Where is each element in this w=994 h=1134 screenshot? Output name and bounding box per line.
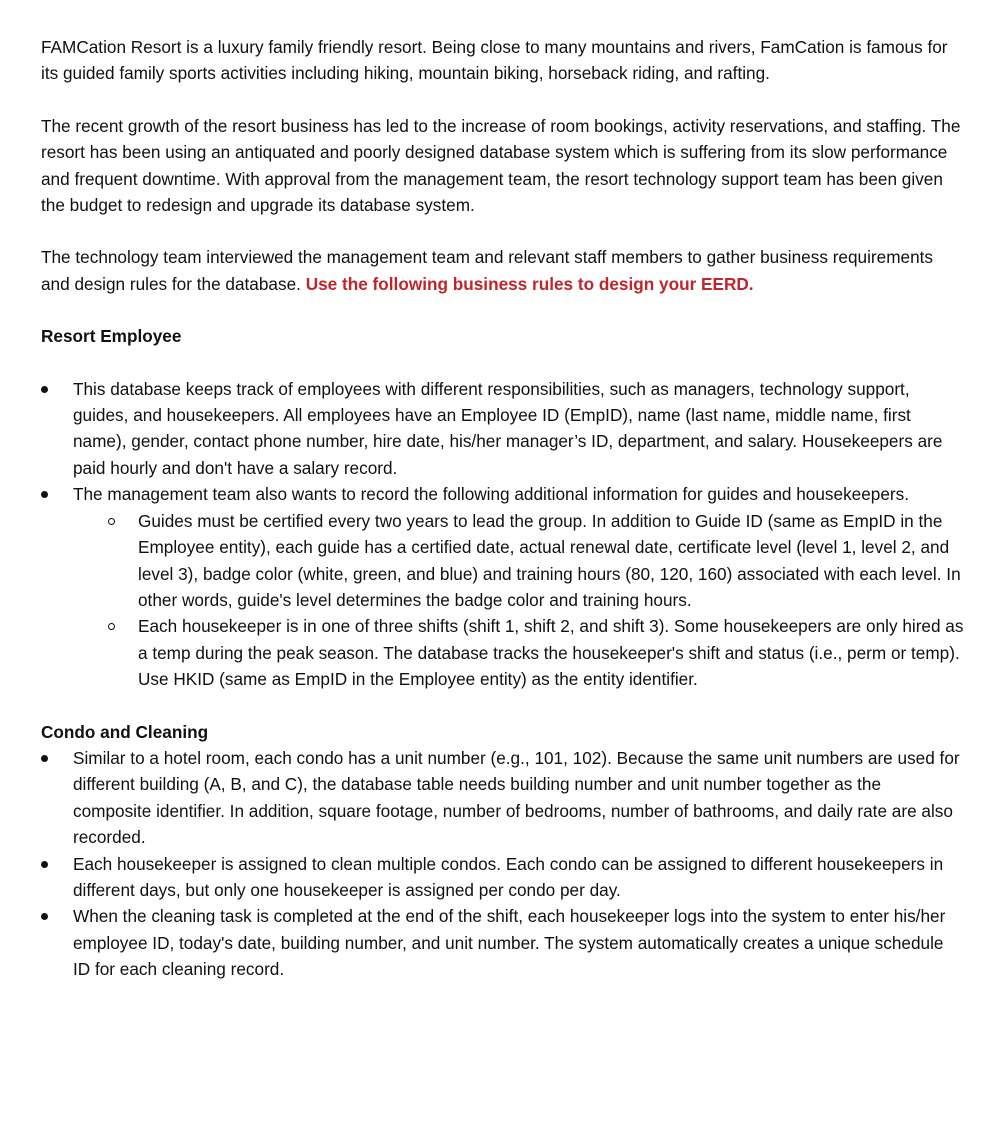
- list-item-text: The management team also wants to record the following additional information for guides and housekeepers.: [73, 484, 909, 505]
- business-rules-instruction: Use the following business rules to design your EERD.: [305, 273, 754, 294]
- intro-paragraph-3: [41, 244, 964, 297]
- intro-lead-sentence: FAMCation Resort is a luxury family friendly resort.: [41, 37, 427, 57]
- section-heading-resort-employee: Resort Employee: [41, 326, 182, 347]
- list-item: [41, 851, 964, 904]
- intro-p3-text: The technology team interviewed the management team and relevant staff members to gather business requirements and design rules for the database.: [41, 247, 934, 294]
- list-item: [41, 903, 964, 982]
- sub-list-item-text: Each housekeeper is in one of three shifts (shift 1, shift 2, and shift 3). Some housekeepers are only hired as a temp during the peak season. The database tracks the housekeeper's shift and status (i.e., perm or temp). Use HKID (same as EmpID in the Employee entity) as the entity identifier.: [138, 616, 964, 690]
- bullet-icon: [41, 913, 48, 920]
- intro-paragraph-2: The recent growth of the resort business has led to the increase of room bookings, activity reservations, and staffing. The resort has been using an antiquated and poorly designed database system which is suffering from its slow performance and frequent downtime. With approval from the management team, the resort technology support team has been given the budget to redesign and upgrade its database system.: [41, 115, 961, 216]
- hollow-circle-bullet-icon: [108, 623, 115, 630]
- list-item: [41, 745, 964, 851]
- sub-list: [73, 508, 964, 693]
- sub-list-item-housekeepers: [41, 613, 964, 692]
- condo-cleaning-list: [41, 745, 964, 983]
- hollow-circle-bullet-icon: [108, 518, 115, 525]
- sub-list-item-text: Guides must be certified every two years to lead the group. In addition to Guide ID (same as EmpID in the Employee entity), each guide has a certified date, actual renewal date, certificate level (level 1, level 2, and level 3), badge color (white, green, and blue) and training hours (80, 120, 160) associated with each level. In other words, guide's level determines the badge color and training hours.: [138, 510, 961, 610]
- list-item-text: Similar to a hotel room, each condo has a unit number (e.g., 101, 102). Because the same unit numbers are used for different building (A, B, and C), the database table needs building number and unit number together as the composite identifier. In addition, square footage, number of bedrooms, number of bathrooms, and daily rate are also recorded.: [73, 747, 960, 848]
- bullet-icon: [41, 861, 48, 868]
- bullet-icon: [41, 491, 48, 498]
- list-item-text: This database keeps track of employees with different responsibilities, such as managers, technology support, guides, and housekeepers. All employees have an Employee ID (EmpID), name (last name, middle name, first name), gender, contact phone number, hire date, his/her manager’s ID, department, and salary. Housekeepers are paid hourly and don't have a salary record.: [73, 378, 943, 478]
- list-item: [41, 376, 964, 482]
- list-item-text: Each housekeeper is assigned to clean multiple condos. Each condo can be assigned to different housekeepers in different days, but only one housekeeper is assigned per condo per day.: [73, 853, 944, 900]
- bullet-icon: [41, 386, 48, 393]
- list-item: [41, 481, 964, 692]
- list-item-text: When the cleaning task is completed at the end of the shift, each housekeeper logs into the system to enter his/her employee ID, today's date, building number, and unit number. The system automatically creates a unique schedule ID for each cleaning record.: [73, 906, 946, 980]
- sub-list-item-guides: [41, 508, 964, 614]
- section-heading-condo-cleaning: Condo and Cleaning: [41, 721, 209, 742]
- resort-employee-list: [41, 376, 964, 693]
- intro-paragraph-1: [41, 34, 964, 87]
- intro-rest: Being close to many mountains and rivers, FamCation is famous for its guided family sports activities including hiking, mountain biking, horseback riding, and rafting.: [41, 37, 948, 84]
- bullet-icon: [41, 755, 48, 762]
